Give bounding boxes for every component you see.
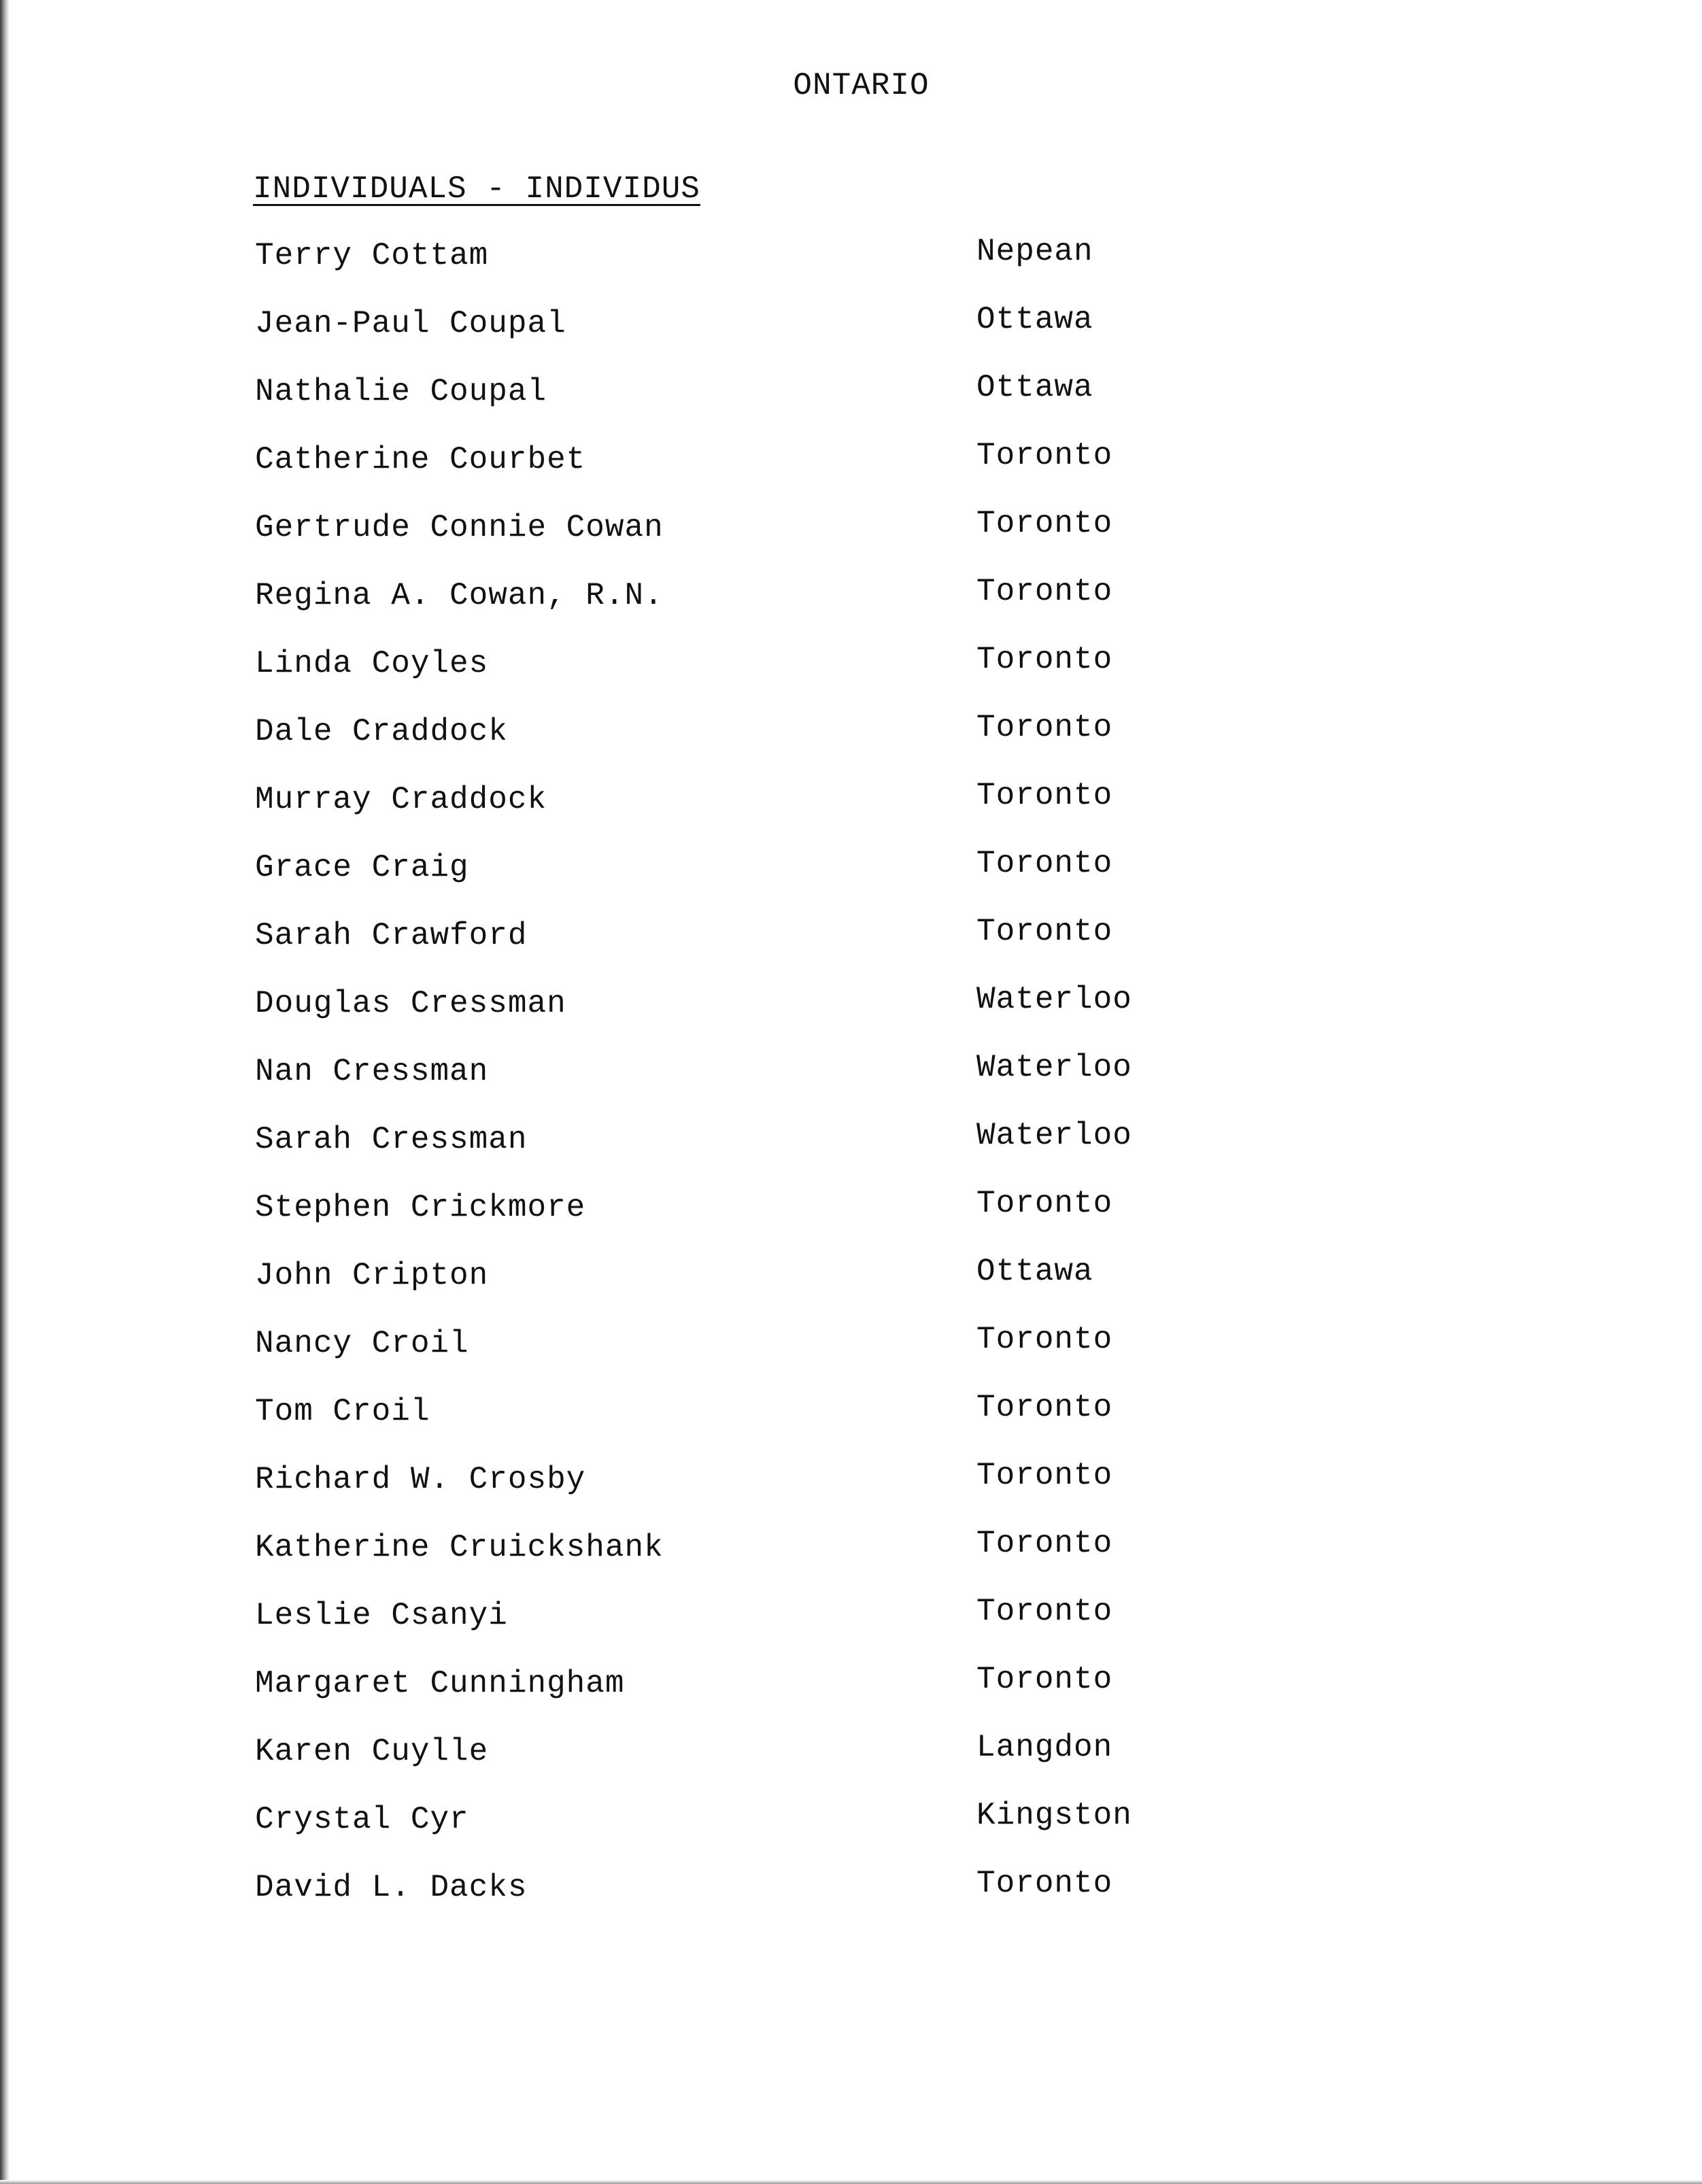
- person-city: Toronto: [976, 1662, 1113, 1697]
- person-city: Ottawa: [976, 302, 1093, 337]
- list-item: [0, 1798, 1702, 1870]
- list-item: [0, 438, 1702, 510]
- list-item: [0, 1322, 1702, 1394]
- list-item: [0, 1390, 1702, 1462]
- person-name: Nancy Croil: [255, 1326, 469, 1361]
- person-name: John Cripton: [255, 1258, 489, 1293]
- page-title: ONTARIO: [793, 68, 930, 103]
- person-name: Richard W. Crosby: [255, 1462, 586, 1497]
- person-name: Nathalie Coupal: [255, 374, 547, 409]
- person-name: Regina A. Cowan, R.N.: [255, 578, 664, 613]
- person-city: Toronto: [976, 1390, 1113, 1425]
- list-item: [0, 914, 1702, 986]
- person-name: Douglas Cressman: [255, 986, 566, 1021]
- person-city: Toronto: [976, 642, 1113, 677]
- person-city: Toronto: [976, 574, 1113, 609]
- person-city: Toronto: [976, 778, 1113, 813]
- list-item: [0, 778, 1702, 850]
- person-city: Toronto: [976, 438, 1113, 473]
- list-item: [0, 982, 1702, 1054]
- person-name: Terry Cottam: [255, 238, 489, 273]
- list-item: [0, 1050, 1702, 1122]
- list-item: [0, 1186, 1702, 1258]
- list-item: [0, 1594, 1702, 1666]
- person-name: Margaret Cunningham: [255, 1666, 625, 1701]
- person-name: Gertrude Connie Cowan: [255, 510, 664, 545]
- person-name: Linda Coyles: [255, 646, 489, 681]
- list-item: [0, 1526, 1702, 1598]
- person-name: Grace Craig: [255, 850, 469, 885]
- person-city: Toronto: [976, 1458, 1113, 1493]
- list-item: [0, 302, 1702, 374]
- list-item: [0, 642, 1702, 714]
- person-name: David L. Dacks: [255, 1870, 528, 1905]
- person-name: Jean-Paul Coupal: [255, 306, 566, 341]
- list-item: [0, 1458, 1702, 1530]
- person-name: Sarah Crawford: [255, 918, 528, 953]
- list-item: [0, 574, 1702, 646]
- person-name: Nan Cressman: [255, 1054, 489, 1089]
- person-name: Murray Craddock: [255, 782, 547, 817]
- person-city: Toronto: [976, 506, 1113, 541]
- individuals-list: [0, 234, 1702, 1938]
- person-city: Toronto: [976, 914, 1113, 949]
- person-name: Stephen Crickmore: [255, 1190, 586, 1225]
- person-name: Catherine Courbet: [255, 442, 586, 477]
- person-name: Crystal Cyr: [255, 1802, 469, 1837]
- person-city: Ottawa: [976, 1254, 1093, 1289]
- list-item: [0, 1118, 1702, 1190]
- person-city: Ottawa: [976, 370, 1093, 405]
- scan-edge-bottom: [0, 2180, 1702, 2184]
- person-city: Kingston: [976, 1798, 1132, 1833]
- person-city: Toronto: [976, 1594, 1113, 1629]
- person-name: Sarah Cressman: [255, 1122, 528, 1157]
- person-city: Langdon: [976, 1730, 1113, 1765]
- person-city: Toronto: [976, 1866, 1113, 1901]
- person-city: Toronto: [976, 710, 1113, 745]
- person-name: Karen Cuylle: [255, 1734, 489, 1769]
- section-heading: INDIVIDUALS - INDIVIDUS: [253, 171, 700, 207]
- person-city: Toronto: [976, 1186, 1113, 1221]
- person-name: Tom Croil: [255, 1394, 430, 1429]
- person-city: Toronto: [976, 1322, 1113, 1357]
- person-city: Nepean: [976, 234, 1093, 269]
- list-item: [0, 1254, 1702, 1326]
- person-city: Waterloo: [976, 982, 1132, 1017]
- list-item: [0, 370, 1702, 442]
- list-item: [0, 1866, 1702, 1938]
- person-city: Waterloo: [976, 1118, 1132, 1153]
- list-item: [0, 506, 1702, 578]
- person-city: Toronto: [976, 846, 1113, 881]
- person-city: Waterloo: [976, 1050, 1132, 1085]
- person-city: Toronto: [976, 1526, 1113, 1561]
- list-item: [0, 234, 1702, 306]
- person-name: Katherine Cruickshank: [255, 1530, 664, 1565]
- list-item: [0, 1730, 1702, 1802]
- list-item: [0, 846, 1702, 918]
- person-name: Dale Craddock: [255, 714, 508, 749]
- list-item: [0, 710, 1702, 782]
- person-name: Leslie Csanyi: [255, 1598, 508, 1633]
- list-item: [0, 1662, 1702, 1734]
